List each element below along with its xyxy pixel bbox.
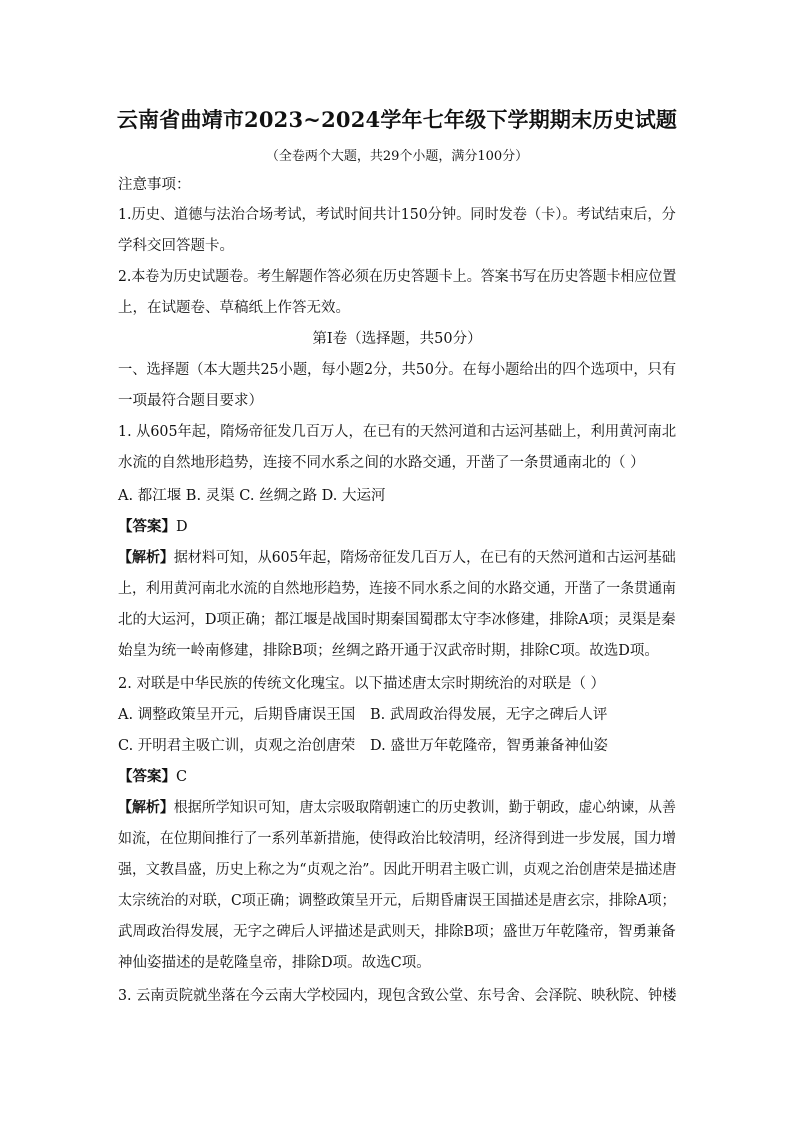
section-line-1: 一、选择题（本大题共25小题，每小题2分，共50分。在每小题给出的四个选项中，只有 [118,362,677,378]
q2-answer-value: C [176,769,188,785]
q2-answer [118,767,187,787]
q1-answer [118,517,188,537]
answer-tag: 【答案】 [118,518,176,535]
exam-title: 云南省曲靖市2023~2024学年七年级下学期期末历史试题 [116,107,678,132]
q1-answer-value: D [176,519,188,535]
exam-subtitle: （全卷两个大题，共29个小题，满分100分） [265,149,529,164]
q2-analysis-text-1: 根据所学知识可知，唐太宗吸取隋朝速亡的历史教训，勤于朝政，虚心纳谏，从善 [173,800,677,816]
q2-analysis-line-6: 神仙姿描述的是乾隆皇帝，排除D项。故选C项。 [118,955,431,971]
q2-stem-line-1: 2. 对联是中华民族的传统文化瑰宝。以下描述唐太宗时期统治的对联是（ ） [118,676,606,692]
part-heading: 第Ⅰ卷（选择题，共50分） [312,331,482,347]
q2-analysis-line-1 [118,798,676,818]
q1-analysis-line-2: 上，利用黄河南北水流的自然地形趋势，连接不同水系之间的水路交通，开凿了一条贯通南 [118,581,676,597]
q3-stem-line-1: 3. 云南贡院就坐落在今云南大学校园内，现包含致公堂、东号舍、会泽院、映秋院、钟楼 [118,988,677,1004]
q2-analysis-line-5: 武周政治得发展，无字之碑后人评描述是武则天，排除B项；盛世万年乾隆帝，智勇兼备 [118,924,676,940]
q1-analysis-line-4: 始皇为统一岭南修建，排除B项；丝绸之路开通于汉武帝时期，排除C项。故选D项。 [118,643,659,659]
q2-option-a: A. 调整政策呈开元，后期昏庸误王国 [118,707,356,723]
notes-heading: 注意事项： [118,177,191,193]
note-2-line-2: 上，在试题卷、草稿纸上作答无效。 [118,300,350,316]
analysis-tag: 【解析】 [118,549,174,566]
q2-analysis-line-3: 强，文教昌盛，历史上称之为“贞观之治”。因此开明君主吸亡训，贞观之治创唐荣是描述唐 [118,862,677,878]
note-2-line-1: 2.本卷为历史试题卷。考生解题作答必须在历史答题卡上。答案书写在历史答题卡相应位置 [118,269,677,285]
q1-analysis-line-3: 北的大运河，D项正确；都江堰是战国时期秦国蜀郡太守李冰修建，排除A项；灵渠是秦 [118,612,676,628]
q1-options: A. 都江堰 B. 灵渠 C. 丝绸之路 D. 大运河 [118,488,386,504]
analysis-tag: 【解析】 [118,799,174,816]
q2-option-d: D. 盛世万年乾隆帝，智勇兼备神仙姿 [370,738,608,754]
note-1-line-2: 学科交回答题卡。 [118,238,234,254]
q1-analysis-text-1: 据材料可知，从605年起，隋炀帝征发几百万人，在已有的天然河道和古运河基础 [173,550,676,566]
q1-analysis-line-1 [118,548,676,568]
q1-stem-line-1: 1. 从605年起，隋炀帝征发几百万人，在已有的天然河道和古运河基础上，利用黄河南北 [118,424,677,440]
q2-analysis-line-2: 如流，在位期间推行了一系列革新措施，使得政治比较清明，经济得到进一步发展，国力增 [118,831,676,847]
note-1-line-1: 1.历史、道德与法治合场考试，考试时间共计150分钟。同时发卷（卡）。考试结束后，分 [118,207,676,223]
q2-option-c: C. 开明君主吸亡训，贞观之治创唐荣 [118,738,356,754]
q2-option-b: B. 武周政治得发展，无字之碑后人评 [370,707,608,723]
section-line-2: 一项最符合题目要求） [118,393,263,409]
q2-analysis-line-4: 太宗统治的对联，C项正确；调整政策呈开元，后期昏庸误王国描述是唐玄宗，排除A项； [118,893,676,909]
q1-stem-line-2: 水流的自然地形趋势，连接不同水系之间的水路交通，开凿了一条贯通南北的（ ） [118,455,645,471]
answer-tag: 【答案】 [118,768,176,785]
